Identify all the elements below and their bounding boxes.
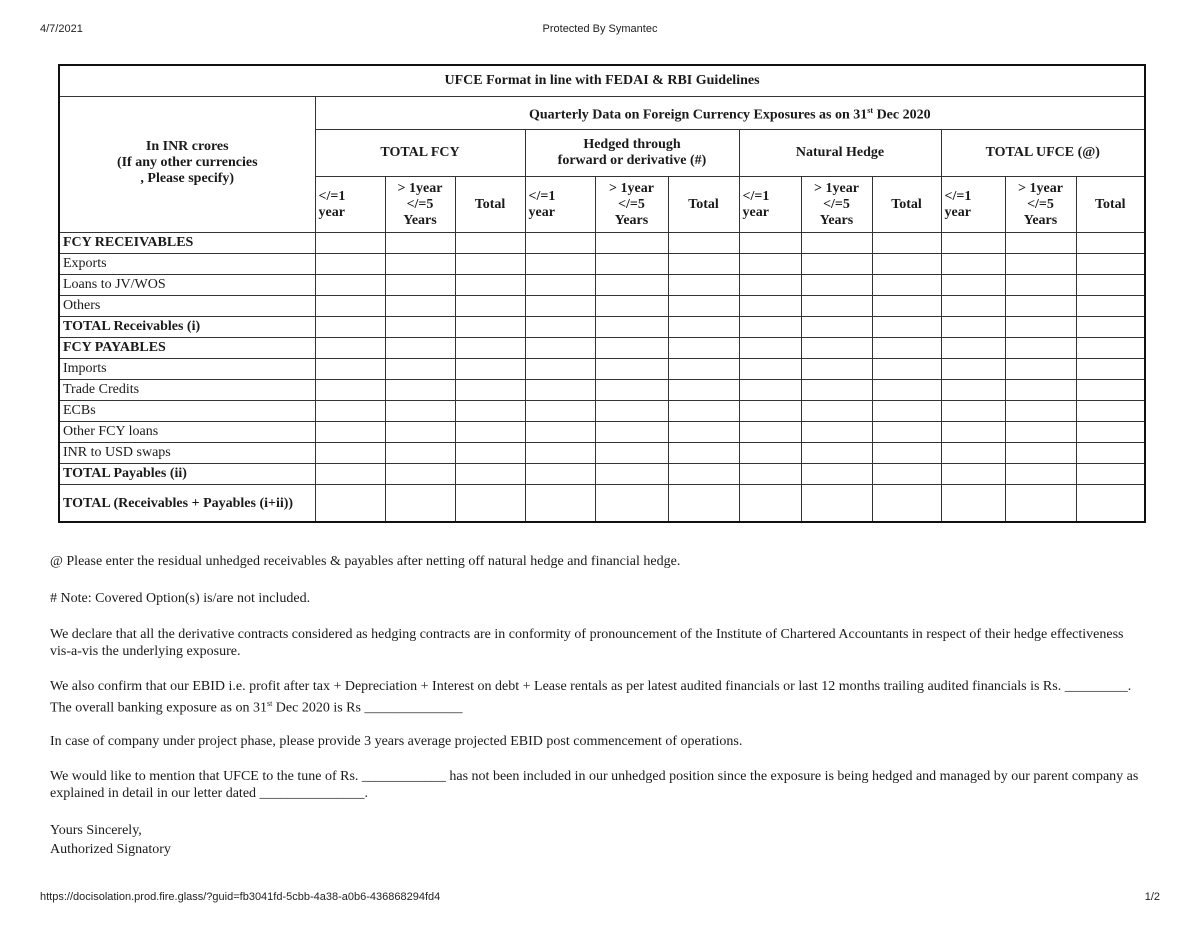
data-cell[interactable] — [455, 275, 525, 296]
data-cell[interactable] — [739, 443, 801, 464]
data-cell[interactable] — [872, 317, 941, 338]
row-label: Loans to JV/WOS — [59, 275, 315, 296]
data-cell[interactable] — [872, 254, 941, 275]
data-cell[interactable] — [595, 422, 668, 443]
inr-crores-label — [59, 97, 315, 233]
print-url: https://docisolation.prod.fire.glass/?guid=fb3041fd-5cbb-4a38-a0b6-436868294fd4 — [40, 891, 441, 903]
data-cell[interactable] — [455, 485, 525, 523]
sub-header-1-5-years — [385, 177, 455, 233]
data-cell[interactable] — [1005, 275, 1076, 296]
data-cell[interactable] — [595, 380, 668, 401]
group-header-line2: forward or derivative (#) — [557, 153, 707, 168]
data-cell[interactable] — [872, 359, 941, 380]
data-cell[interactable] — [595, 317, 668, 338]
sub-header-total — [455, 177, 525, 233]
sub-header-text: Total — [688, 196, 719, 212]
data-cell[interactable] — [1005, 380, 1076, 401]
sub-header-text: > 1year — [1018, 180, 1063, 196]
data-cell[interactable] — [525, 464, 595, 485]
row-label: FCY RECEIVABLES — [59, 233, 315, 254]
table-title: UFCE Format in line with FEDAI & RBI Guidelines — [59, 65, 1145, 97]
data-cell[interactable] — [525, 359, 595, 380]
data-cell[interactable] — [941, 233, 1005, 254]
data-cell[interactable] — [455, 233, 525, 254]
quarterly-title-sup: st — [867, 105, 874, 115]
data-cell[interactable] — [525, 485, 595, 523]
data-cell[interactable] — [595, 296, 668, 317]
data-cell[interactable] — [525, 254, 595, 275]
data-cell[interactable] — [668, 338, 739, 359]
data-cell[interactable] — [668, 296, 739, 317]
sub-header-text: </=5 — [618, 196, 645, 212]
group-header-line1: Natural Hedge — [795, 145, 885, 160]
group-header-line1: TOTAL UFCE (@) — [985, 145, 1100, 160]
data-cell[interactable] — [941, 443, 1005, 464]
sub-header-text: Years — [819, 212, 854, 228]
sub-header-le1-year — [315, 177, 385, 233]
ufce-table — [58, 64, 1146, 523]
row-label: INR to USD swaps — [59, 443, 315, 464]
data-cell[interactable] — [315, 233, 385, 254]
data-cell[interactable] — [872, 296, 941, 317]
table-row — [59, 317, 1145, 338]
sub-header-text: </=1 — [742, 188, 770, 204]
data-cell[interactable] — [668, 254, 739, 275]
sub-header-text: </=5 — [1027, 196, 1054, 212]
row-label: Exports — [59, 254, 315, 275]
data-cell[interactable] — [455, 359, 525, 380]
note-ebid-confirmation — [50, 678, 1148, 717]
data-cell[interactable] — [1076, 485, 1145, 523]
data-cell[interactable] — [1076, 338, 1145, 359]
data-cell[interactable] — [739, 254, 801, 275]
print-header — [0, 23, 1200, 37]
data-cell[interactable] — [1005, 317, 1076, 338]
data-cell[interactable] — [525, 317, 595, 338]
data-cell[interactable] — [1005, 338, 1076, 359]
data-cell[interactable] — [739, 317, 801, 338]
row-label: Other FCY loans — [59, 422, 315, 443]
data-cell[interactable] — [455, 254, 525, 275]
data-cell[interactable] — [801, 233, 872, 254]
note-ebid-part1: We also confirm that our EBID i.e. profit after tax + Depreciation + Interest on debt + Lease rentals as per latest audited financials or last 12 months trailing audited financials is Rs. _________. The overall banking exposure as on 31 — [50, 679, 1132, 716]
data-cell[interactable] — [315, 296, 385, 317]
data-cell[interactable] — [668, 317, 739, 338]
data-cell[interactable] — [1005, 443, 1076, 464]
data-cell[interactable] — [595, 338, 668, 359]
data-cell[interactable] — [668, 443, 739, 464]
data-cell[interactable] — [385, 317, 455, 338]
data-cell[interactable] — [801, 380, 872, 401]
data-cell[interactable] — [455, 443, 525, 464]
data-cell[interactable] — [941, 464, 1005, 485]
data-cell[interactable] — [595, 359, 668, 380]
data-cell[interactable] — [1076, 359, 1145, 380]
data-cell[interactable] — [525, 401, 595, 422]
data-cell[interactable] — [941, 485, 1005, 523]
data-cell[interactable] — [941, 359, 1005, 380]
data-cell[interactable] — [525, 380, 595, 401]
sub-header-total — [668, 177, 739, 233]
quarterly-title-prefix: Quarterly Data on Foreign Currency Exposures as on 31 — [528, 107, 868, 123]
sub-header-text: Total — [891, 196, 922, 212]
data-cell[interactable] — [315, 254, 385, 275]
data-cell[interactable] — [315, 485, 385, 523]
sub-header-text: Total — [474, 196, 506, 212]
data-cell[interactable] — [595, 254, 668, 275]
data-cell[interactable] — [801, 296, 872, 317]
data-cell[interactable] — [315, 401, 385, 422]
data-cell[interactable] — [739, 338, 801, 359]
sub-header-le1-year — [739, 177, 801, 233]
data-cell[interactable] — [1005, 422, 1076, 443]
inr-label-line1: In INR crores — [145, 139, 229, 154]
data-cell[interactable] — [455, 422, 525, 443]
data-cell[interactable] — [315, 338, 385, 359]
row-label: Imports — [59, 359, 315, 380]
data-cell[interactable] — [668, 485, 739, 523]
data-cell[interactable] — [1076, 422, 1145, 443]
data-cell[interactable] — [668, 464, 739, 485]
data-cell[interactable] — [872, 338, 941, 359]
sub-header-text: Years — [614, 212, 649, 228]
data-cell[interactable] — [668, 275, 739, 296]
data-cell[interactable] — [455, 296, 525, 317]
print-date: 4/7/2021 — [40, 23, 83, 35]
data-cell[interactable] — [872, 275, 941, 296]
row-label: TOTAL Receivables (i) — [59, 317, 315, 338]
data-cell[interactable] — [801, 422, 872, 443]
sub-header-text: </=5 — [406, 196, 434, 212]
data-cell[interactable] — [801, 317, 872, 338]
sub-header-text: year — [318, 204, 345, 220]
sub-header-le1-year — [941, 177, 1005, 233]
sub-header-text: </=1 — [944, 188, 972, 204]
data-cell[interactable] — [668, 359, 739, 380]
data-cell[interactable] — [1076, 233, 1145, 254]
sub-header-text: Total — [1094, 196, 1126, 212]
data-cell[interactable] — [315, 317, 385, 338]
group-header-3 — [941, 130, 1145, 177]
data-cell[interactable] — [385, 401, 455, 422]
print-footer — [0, 891, 1200, 905]
note-derivative-declaration: We declare that all the derivative contracts considered as hedging contracts are in conformity of pronouncement of the Institute of Chartered Accountants in respect of their hedge effectiveness vis-a-vis the underlying exposure. — [50, 627, 1124, 659]
table-row — [59, 275, 1145, 296]
data-cell[interactable] — [595, 401, 668, 422]
data-cell[interactable] — [801, 338, 872, 359]
data-cell[interactable] — [668, 233, 739, 254]
table-row — [59, 380, 1145, 401]
group-header-1 — [525, 130, 739, 177]
data-cell[interactable] — [668, 401, 739, 422]
data-cell[interactable] — [739, 296, 801, 317]
data-cell[interactable] — [941, 422, 1005, 443]
data-cell[interactable] — [801, 275, 872, 296]
data-cell[interactable] — [941, 380, 1005, 401]
data-cell[interactable] — [595, 485, 668, 523]
table-row — [59, 401, 1145, 422]
note-residual-unhedged: @ Please enter the residual unhedged receivables & payables after netting off natural hedge and financial hedge. — [50, 554, 681, 569]
row-label: TOTAL (Receivables + Payables (i+ii)) — [59, 485, 315, 523]
row-label: TOTAL Payables (ii) — [59, 464, 315, 485]
data-cell[interactable] — [739, 275, 801, 296]
table-row — [59, 296, 1145, 317]
data-cell[interactable] — [525, 443, 595, 464]
table-row — [59, 422, 1145, 443]
data-cell[interactable] — [385, 359, 455, 380]
data-cell[interactable] — [385, 296, 455, 317]
sub-header-total — [872, 177, 941, 233]
data-cell[interactable] — [385, 380, 455, 401]
data-cell[interactable] — [872, 464, 941, 485]
data-cell[interactable] — [941, 254, 1005, 275]
data-cell[interactable] — [872, 443, 941, 464]
table-row — [59, 254, 1145, 275]
data-cell[interactable] — [941, 317, 1005, 338]
data-cell[interactable] — [315, 464, 385, 485]
data-cell[interactable] — [385, 464, 455, 485]
sub-header-text: year — [528, 204, 555, 220]
data-cell[interactable] — [385, 275, 455, 296]
data-cell[interactable] — [1076, 254, 1145, 275]
data-cell[interactable] — [872, 485, 941, 523]
data-cell[interactable] — [455, 338, 525, 359]
sub-header-text: > 1year — [609, 180, 654, 196]
data-cell[interactable] — [455, 380, 525, 401]
data-cell[interactable] — [595, 464, 668, 485]
sub-header-text: Years — [403, 212, 437, 228]
sub-header-text: </=5 — [823, 196, 850, 212]
data-cell[interactable] — [525, 275, 595, 296]
row-label: Others — [59, 296, 315, 317]
data-cell[interactable] — [1005, 233, 1076, 254]
group-header-0 — [315, 130, 525, 177]
data-cell[interactable] — [1076, 317, 1145, 338]
data-cell[interactable] — [455, 317, 525, 338]
table-row — [59, 485, 1145, 523]
data-cell[interactable] — [385, 254, 455, 275]
data-cell[interactable] — [315, 443, 385, 464]
data-cell[interactable] — [941, 401, 1005, 422]
sub-header-text: year — [944, 204, 971, 220]
row-label: ECBs — [59, 401, 315, 422]
table-row — [59, 338, 1145, 359]
data-cell[interactable] — [315, 359, 385, 380]
sub-header-text: Years — [1023, 212, 1058, 228]
data-cell[interactable] — [872, 401, 941, 422]
sub-header-text: </=1 — [318, 188, 346, 204]
row-label: FCY PAYABLES — [59, 338, 315, 359]
inr-label-line2: (If any other currencies — [116, 155, 258, 170]
print-header-center: Protected By Symantec — [542, 23, 658, 35]
data-cell[interactable] — [668, 380, 739, 401]
data-cell[interactable] — [385, 443, 455, 464]
data-cell[interactable] — [385, 485, 455, 523]
sub-header-1-5-years — [801, 177, 872, 233]
quarterly-title — [315, 97, 1145, 130]
data-cell[interactable] — [595, 275, 668, 296]
data-cell[interactable] — [801, 254, 872, 275]
data-cell[interactable] — [1005, 359, 1076, 380]
data-cell[interactable] — [801, 485, 872, 523]
data-cell[interactable] — [385, 233, 455, 254]
sub-header-text: </=1 — [528, 188, 556, 204]
data-cell[interactable] — [739, 233, 801, 254]
data-cell[interactable] — [1005, 296, 1076, 317]
inr-label-line3: , Please specify) — [140, 171, 235, 186]
data-cell[interactable] — [739, 422, 801, 443]
data-cell[interactable] — [315, 422, 385, 443]
data-cell[interactable] — [801, 443, 872, 464]
data-cell[interactable] — [455, 464, 525, 485]
data-cell[interactable] — [525, 296, 595, 317]
data-cell[interactable] — [315, 380, 385, 401]
table-row — [59, 359, 1145, 380]
data-cell[interactable] — [385, 338, 455, 359]
data-cell[interactable] — [1076, 401, 1145, 422]
authorized-signatory: Authorized Signatory — [50, 842, 171, 857]
sub-header-1-5-years — [1005, 177, 1076, 233]
group-header-line1: Hedged through — [583, 137, 681, 152]
data-cell[interactable] — [668, 422, 739, 443]
data-cell[interactable] — [455, 401, 525, 422]
data-cell[interactable] — [525, 338, 595, 359]
data-cell[interactable] — [739, 464, 801, 485]
note-ufce-parent: We would like to mention that UFCE to the tune of Rs. ____________ has not been included in our unhedged position since the exposure is being hedged and managed by our parent company as explained in detail in our letter dated _______________. — [50, 769, 1139, 801]
note-ebid-sup: st — [266, 699, 273, 708]
table-row — [59, 464, 1145, 485]
data-cell[interactable] — [525, 422, 595, 443]
data-cell[interactable] — [595, 233, 668, 254]
sub-header-1-5-years — [595, 177, 668, 233]
sub-header-le1-year — [525, 177, 595, 233]
page-number: 1/2 — [1144, 891, 1160, 903]
data-cell[interactable] — [1076, 296, 1145, 317]
note-ebid-part2: Dec 2020 is Rs ______________ — [272, 700, 463, 716]
data-cell[interactable] — [1005, 401, 1076, 422]
data-cell[interactable] — [1076, 443, 1145, 464]
data-cell[interactable] — [315, 275, 385, 296]
data-cell[interactable] — [385, 422, 455, 443]
data-cell[interactable] — [801, 401, 872, 422]
data-cell[interactable] — [1076, 380, 1145, 401]
row-label: Trade Credits — [59, 380, 315, 401]
data-cell[interactable] — [872, 233, 941, 254]
data-cell[interactable] — [739, 401, 801, 422]
data-cell[interactable] — [872, 380, 941, 401]
data-cell[interactable] — [1005, 254, 1076, 275]
data-cell[interactable] — [941, 296, 1005, 317]
sub-header-total — [1076, 177, 1145, 233]
group-header-line1: TOTAL FCY — [380, 145, 460, 160]
data-cell[interactable] — [739, 485, 801, 523]
sub-header-text: year — [742, 204, 769, 220]
group-header-2 — [739, 130, 941, 177]
note-covered-options: # Note: Covered Option(s) is/are not included. — [50, 591, 311, 606]
quarterly-title-suffix: Dec 2020 — [873, 107, 931, 123]
data-cell[interactable] — [801, 464, 872, 485]
data-cell[interactable] — [1076, 275, 1145, 296]
data-cell[interactable] — [1005, 485, 1076, 523]
sub-header-text: > 1year — [814, 180, 859, 196]
data-cell[interactable] — [941, 275, 1005, 296]
data-cell[interactable] — [525, 233, 595, 254]
data-cell[interactable] — [595, 443, 668, 464]
table-row — [59, 233, 1145, 254]
data-cell[interactable] — [739, 380, 801, 401]
data-cell[interactable] — [872, 422, 941, 443]
data-cell[interactable] — [801, 359, 872, 380]
data-cell[interactable] — [739, 359, 801, 380]
data-cell[interactable] — [941, 338, 1005, 359]
table-row — [59, 443, 1145, 464]
data-cell[interactable] — [1076, 464, 1145, 485]
sub-header-text: > 1year — [397, 180, 443, 196]
data-cell[interactable] — [1005, 464, 1076, 485]
note-project-phase: In case of company under project phase, please provide 3 years average projected EBID post commencement of operations. — [50, 734, 743, 749]
closing-salutation: Yours Sincerely, — [50, 823, 142, 838]
